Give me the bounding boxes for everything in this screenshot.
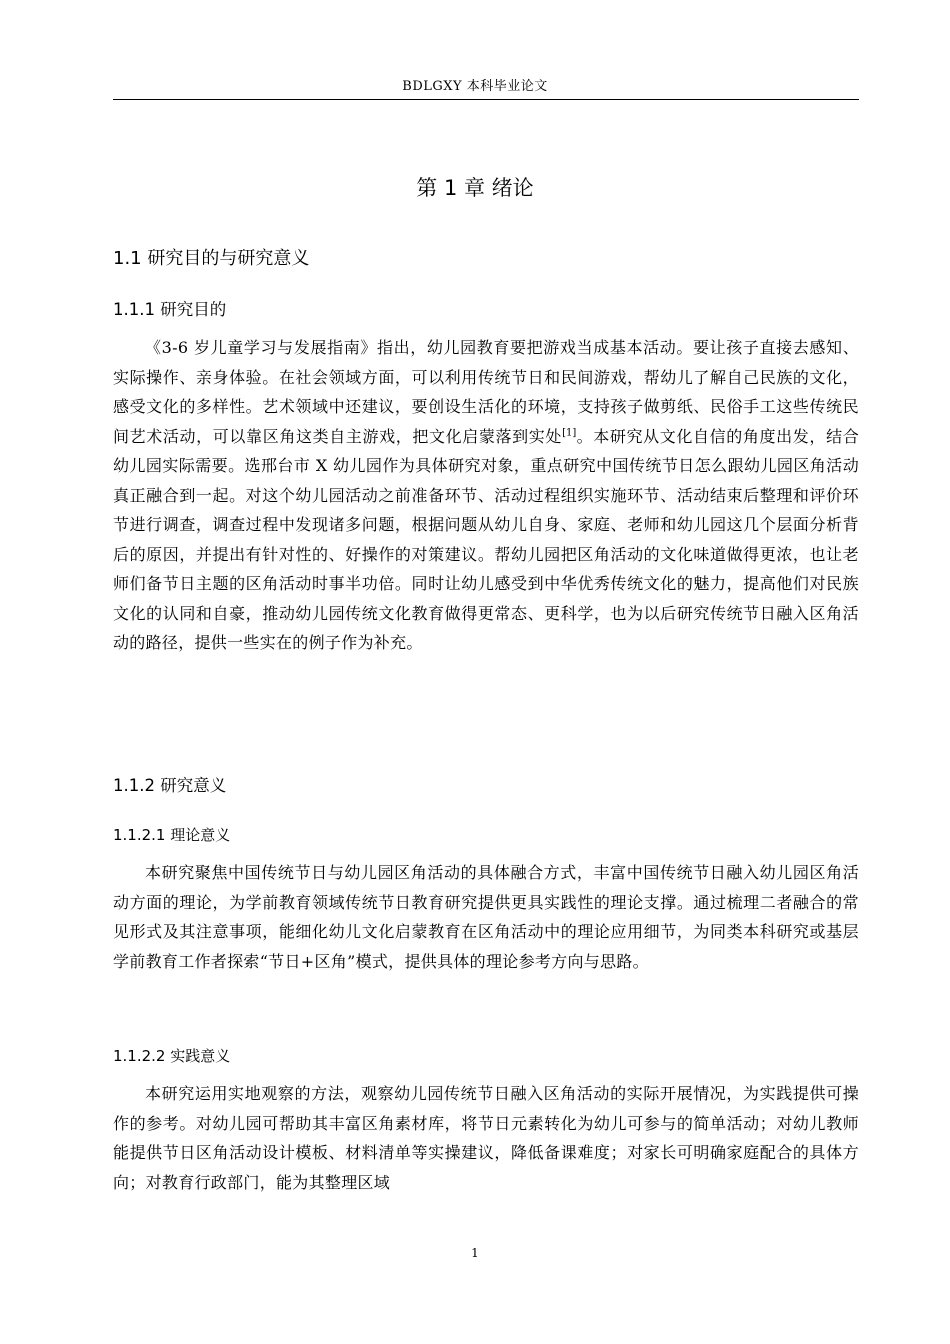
paragraph-theoretical-significance: 本研究聚焦中国传统节日与幼儿园区角活动的具体融合方式，丰富中国传统节日融入幼儿园区角活动方面的理论，为学前教育领域传统节日教育研究提供更具实践性的理论支撑。通过梳理二者融合的常见形式及其注意事项，能细化幼儿文化启蒙教育在区角活动中的理论应用细节，为同类本科研究或基层学前教育工作者探索“节日+区角”模式，提供具体的理论参考方向与思路。 <box>113 863 859 971</box>
chapter-title: 第 1 章 绪论 <box>416 176 534 200</box>
section-heading-1-1-1: 1.1.1 研究目的 <box>113 300 227 319</box>
paragraph-practical-significance: 本研究运用实地观察的方法，观察幼儿园传统节日融入区角活动的实际开展情况，为实践提供可操作的参考。对幼儿园可帮助其丰富区角素材库，将节日元素转化为幼儿可参与的简单活动；对幼儿教师能提供节日区角活动设计模板、材料清单等实操建议，降低备课难度；对家长可明确家庭配合的具体方向；对教育行政部门，能为其整理区域 <box>113 1084 859 1192</box>
section-heading-1-1-2-1: 1.1.2.1 理论意义 <box>113 826 231 844</box>
section-heading-1-1: 1.1 研究目的与研究意义 <box>113 248 310 269</box>
section-heading-1-1-2: 1.1.2 研究意义 <box>113 776 227 795</box>
section-heading-1-1-2-2: 1.1.2.2 实践意义 <box>113 1047 231 1065</box>
page-number: 1 <box>471 1246 479 1260</box>
citation-marker: [1] <box>562 427 577 439</box>
paragraph-text: 《3-6 岁儿童学习与发展指南》指出，幼儿园教育要把游戏当成基本活动。要让孩子直接去感知、实际操作、亲身体验。在社会领域方面，可以利用传统节日和民间游戏，帮幼儿了解自己民族的文化，感受文化的多样性。艺术领域中还建议，要创设生活化的环境，支持孩子做剪纸、民俗手工这些传统民间艺术活动，可以靠区角这类自主游戏，把文化启蒙落到实处 <box>113 338 859 446</box>
header-rule <box>113 99 859 100</box>
running-header: BDLGXY 本科毕业论文 <box>402 79 548 94</box>
paragraph-research-purpose <box>113 333 859 658</box>
paragraph-text-continued: 。本研究从文化自信的角度出发，结合幼儿园实际需要。选邢台市 X 幼儿园作为具体研究对象，重点研究中国传统节日怎么跟幼儿园区角活动真正融合到一起。对这个幼儿园活动之前准备环节、活动过程组织实施环节、活动结束后整理和评价环节进行调查，调查过程中发现诸多问题，根据问题从幼儿自身、家庭、老师和幼儿园这几个层面分析背后的原因，并提出有针对性的、好操作的对策建议。帮幼儿园把区角活动的文化味道做得更浓，也让老师们备节日主题的区角活动时事半功倍。同时让幼儿感受到中华优秀传统文化的魅力，提高他们对民族文化的认同和自豪，推动幼儿园传统文化教育做得更常态、更科学，也为以后研究传统节日融入区角活动的路径，提供一些实在的例子作为补充。 <box>113 426 859 652</box>
